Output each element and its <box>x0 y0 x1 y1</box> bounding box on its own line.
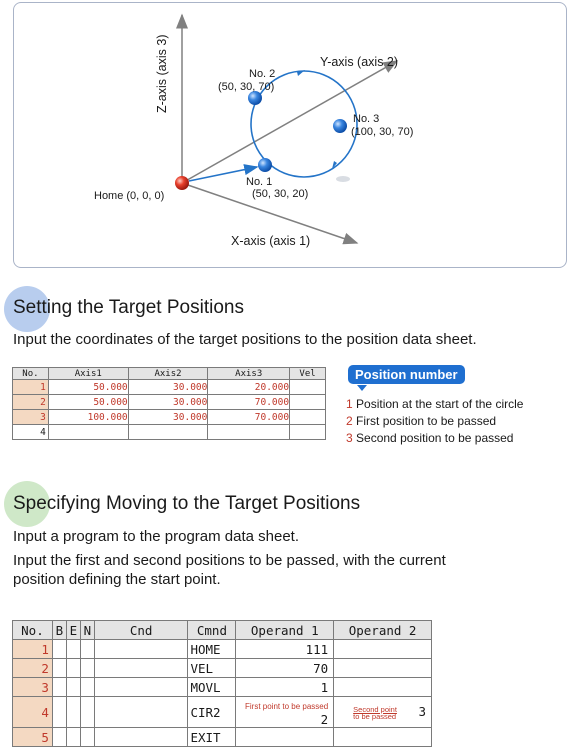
cell-axis3[interactable] <box>208 425 290 440</box>
operand2-value: 3 <box>418 704 426 720</box>
table-row <box>13 659 432 678</box>
cell-operand2[interactable] <box>334 678 432 697</box>
point-label-no3: No. 3 <box>353 113 380 125</box>
table-row <box>13 728 432 747</box>
cell-operand2[interactable] <box>334 697 432 728</box>
cell-operand2[interactable] <box>334 640 432 659</box>
cell-cnd[interactable] <box>94 678 188 697</box>
cell-e[interactable] <box>66 640 80 659</box>
cell-b[interactable] <box>52 659 66 678</box>
cell-n[interactable] <box>80 678 94 697</box>
program-header-row <box>13 621 432 640</box>
cell-operand1[interactable] <box>236 697 334 728</box>
cell-axis3[interactable]: 70.000 <box>208 410 290 425</box>
home-label: Home (0, 0, 0) <box>94 190 165 202</box>
legend-number: 1 <box>346 397 353 411</box>
cell-operand1[interactable] <box>236 678 334 697</box>
cell-b[interactable] <box>52 697 66 728</box>
cell-cnd[interactable] <box>94 728 188 747</box>
header-cmnd: Cmnd <box>188 621 236 640</box>
operand1-value: 111 <box>305 641 329 657</box>
cell-e[interactable] <box>66 728 80 747</box>
cell-cmnd[interactable]: CIR2 <box>188 697 236 728</box>
header-axis2: Axis2 <box>128 368 208 380</box>
operand2-note-line1: Second point <box>353 704 397 714</box>
cell-vel[interactable] <box>290 380 326 395</box>
row-number[interactable]: 4 <box>13 697 53 728</box>
cell-n[interactable] <box>80 728 94 747</box>
header-axis1: Axis1 <box>48 368 128 380</box>
cell-b[interactable] <box>52 640 66 659</box>
legend-text: First position to be passed <box>356 414 497 428</box>
section2-line3: position defining the start point. <box>13 571 221 588</box>
cell-axis3[interactable]: 70.000 <box>208 395 290 410</box>
cell-axis2[interactable]: 30.000 <box>128 395 208 410</box>
row-number[interactable]: 2 <box>13 395 49 410</box>
legend-item <box>346 431 513 445</box>
legend-text: Second position to be passed <box>356 431 514 445</box>
point-coords-no2: (50, 30, 70) <box>218 81 275 93</box>
cell-axis1[interactable]: 50.000 <box>48 395 128 410</box>
row-number[interactable]: 3 <box>13 678 53 697</box>
point-shadow <box>336 176 350 182</box>
z-axis-label: Z-axis (axis 3) <box>155 34 169 113</box>
legend-item <box>346 397 523 411</box>
header-b: B <box>52 621 66 640</box>
badge-pointer <box>357 385 367 391</box>
cell-cnd[interactable] <box>94 659 188 678</box>
point-marker-no3 <box>333 119 347 133</box>
cell-cnd[interactable] <box>94 697 188 728</box>
section2-line2: Input the first and second positions to be passed, with the current <box>13 552 446 569</box>
position-number-badge: Position number <box>348 365 465 384</box>
row-number[interactable]: 5 <box>13 728 53 747</box>
point-coords-no1: (50, 30, 20) <box>252 188 309 200</box>
cell-axis1[interactable]: 50.000 <box>48 380 128 395</box>
axes-diagram-graphic <box>14 3 566 267</box>
header-cnd: Cnd <box>94 621 188 640</box>
cell-axis2[interactable]: 30.000 <box>128 380 208 395</box>
table-row <box>13 395 326 410</box>
table-row <box>13 380 326 395</box>
cell-axis2[interactable]: 30.000 <box>128 410 208 425</box>
cell-axis1[interactable] <box>48 425 128 440</box>
axes-diagram <box>13 2 567 268</box>
row-number[interactable]: 1 <box>13 640 53 659</box>
cell-cmnd[interactable]: EXIT <box>188 728 236 747</box>
operand2-note-line2: to be passed <box>353 711 397 721</box>
header-operand2: Operand 2 <box>334 621 432 640</box>
cell-operand1[interactable] <box>236 728 334 747</box>
program-data-sheet <box>12 620 432 747</box>
section1-text: Input the coordinates of the target positions to the position data sheet. <box>13 331 477 348</box>
row-number[interactable]: 4 <box>13 425 49 440</box>
point-coords-no3: (100, 30, 70) <box>351 126 414 138</box>
cell-axis1[interactable]: 100.000 <box>48 410 128 425</box>
cell-e[interactable] <box>66 678 80 697</box>
section1-title: Setting the Target Positions <box>13 297 244 318</box>
header-no: No. <box>13 368 49 380</box>
position-data-sheet <box>12 367 326 440</box>
cell-cmnd[interactable]: VEL <box>188 659 236 678</box>
cell-n[interactable] <box>80 697 94 728</box>
cell-e[interactable] <box>66 659 80 678</box>
point-marker-no2 <box>248 91 262 105</box>
operand1-value: 70 <box>313 660 329 676</box>
cell-n[interactable] <box>80 659 94 678</box>
table-row <box>13 697 432 728</box>
point-marker-no1 <box>258 158 272 172</box>
cell-operand1[interactable] <box>236 640 334 659</box>
row-number[interactable]: 3 <box>13 410 49 425</box>
y-axis-label: Y-axis (axis 2) <box>320 55 399 69</box>
cell-cnd[interactable] <box>94 640 188 659</box>
table-row <box>13 640 432 659</box>
section2-line1: Input a program to the program data sheet. <box>13 528 300 545</box>
x-axis-label: X-axis (axis 1) <box>231 234 311 248</box>
operand1-value: 2 <box>320 712 329 727</box>
header-e: E <box>66 621 80 640</box>
cell-operand2[interactable] <box>334 728 432 747</box>
cell-e[interactable] <box>66 697 80 728</box>
legend-number: 3 <box>346 431 353 445</box>
cell-vel[interactable] <box>290 425 326 440</box>
cell-b[interactable] <box>52 728 66 747</box>
row-number[interactable]: 2 <box>13 659 53 678</box>
header-vel: Vel <box>290 368 326 380</box>
table-row <box>13 678 432 697</box>
point-label-no2: No. 2 <box>249 68 276 80</box>
table-row <box>13 425 326 440</box>
row-number[interactable]: 1 <box>13 380 49 395</box>
legend-text: Position at the start of the circle <box>356 397 524 411</box>
legend-number: 2 <box>346 414 353 428</box>
table-row <box>13 410 326 425</box>
cell-operand1[interactable] <box>236 659 334 678</box>
cell-vel[interactable] <box>290 395 326 410</box>
cell-vel[interactable] <box>290 410 326 425</box>
operand2-note <box>353 706 397 720</box>
header-n: N <box>80 621 94 640</box>
position-header-row <box>13 368 326 380</box>
header-axis3: Axis3 <box>208 368 290 380</box>
header-operand1: Operand 1 <box>236 621 334 640</box>
cell-n[interactable] <box>80 640 94 659</box>
cell-cmnd[interactable]: HOME <box>188 640 236 659</box>
cell-axis3[interactable]: 20.000 <box>208 380 290 395</box>
operand1-note: First point to be passed <box>245 702 329 711</box>
operand1-value: 1 <box>320 679 329 695</box>
cell-b[interactable] <box>52 678 66 697</box>
legend-item <box>346 414 496 428</box>
home-marker <box>175 176 189 190</box>
cell-cmnd[interactable]: MOVL <box>188 678 236 697</box>
header-no: No. <box>13 621 53 640</box>
section2-title: Specifying Moving to the Target Positions <box>13 493 361 514</box>
cell-axis2[interactable] <box>128 425 208 440</box>
point-label-no1: No. 1 <box>246 176 273 188</box>
cell-operand2[interactable] <box>334 659 432 678</box>
